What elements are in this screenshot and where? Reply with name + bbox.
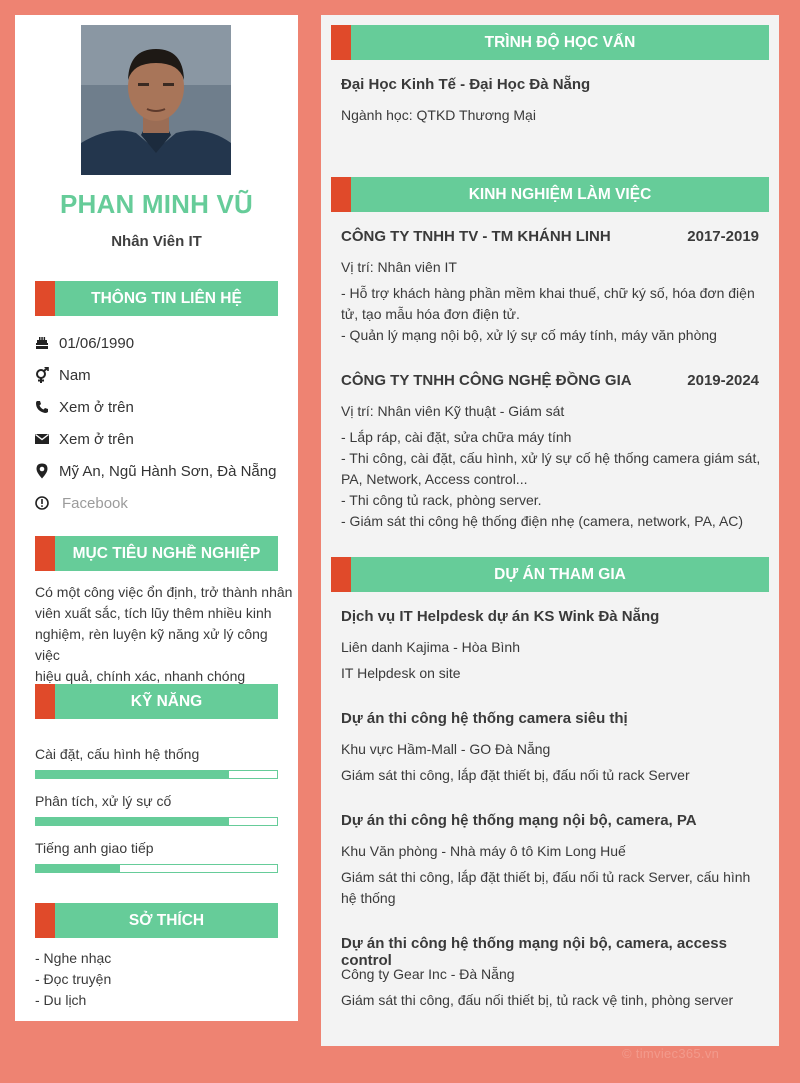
section-marker [331, 25, 351, 60]
contact-section-header [35, 281, 278, 316]
job-duty-line: - Giám sát thi công hệ thống điện nhẹ (camera, network, PA, AC) [341, 513, 744, 529]
hobby-item: - Đọc truyện [35, 971, 112, 987]
education-heading: TRÌNH ĐỘ HỌC VẤN [351, 25, 769, 60]
hobbies-heading: SỞ THÍCH [55, 903, 278, 938]
skill-progress-fill [36, 865, 120, 872]
address-value: Mỹ An, Ngũ Hành Sơn, Đà Nẵng [59, 462, 277, 480]
facebook-row[interactable] [35, 493, 298, 513]
job-years: 2017-2019 [687, 228, 759, 245]
skill-label: Cài đặt, cấu hình hệ thống [35, 746, 200, 762]
location-pin-icon [35, 463, 49, 479]
section-marker [331, 557, 351, 592]
project-desc-line: Giám sát thi công, lắp đặt thiết bị, đấu nối tủ rack Server, cấu hình [341, 869, 751, 885]
phone-icon [35, 399, 49, 415]
info-circle-icon [35, 495, 49, 511]
objective-line: Có một công việc ổn định, trở thành nhân [35, 584, 293, 600]
facebook-link[interactable]: Facebook [62, 494, 128, 512]
profile-photo [81, 25, 231, 175]
gender-icon [35, 367, 49, 383]
skill-progress-fill [36, 818, 229, 825]
hobbies-list [35, 948, 275, 1011]
hobbies-section-header [35, 903, 278, 938]
project-title: Dự án thi công hệ thống mạng nội bộ, camera, access control [341, 935, 727, 969]
objective-section-header [35, 536, 278, 571]
project-desc: Giám sát thi công, đấu nối thiết bị, tủ rack vệ tinh, phòng server [341, 992, 734, 1008]
experience-heading: KINH NGHIỆM LÀM VIỆC [351, 177, 769, 212]
project-client: Liên danh Kajima - Hòa Bình [341, 639, 520, 655]
address-row [35, 461, 298, 481]
skill-progress-fill [36, 771, 229, 778]
job-duty-line: - Lắp ráp, cài đặt, sửa chữa máy tính [341, 429, 572, 445]
skill-progress-bar [35, 864, 278, 873]
job-years: 2019-2024 [687, 372, 759, 389]
gender-value: Nam [59, 366, 91, 384]
project-title: Dịch vụ IT Helpdesk dự án KS Wink Đà Nẵng [341, 608, 660, 625]
project-client: Công ty Gear Inc - Đà Nẵng [341, 966, 515, 982]
hobby-item: - Du lịch [35, 992, 87, 1008]
skill-progress-bar [35, 817, 278, 826]
skill-progress-bar [35, 770, 278, 779]
skill-label: Phân tích, xử lý sự cố [35, 793, 172, 809]
experience-section-header [331, 177, 769, 212]
objective-text [35, 582, 295, 687]
right-column [321, 15, 779, 1046]
school-name: Đại Học Kinh Tế - Đại Học Đà Nẵng [341, 76, 591, 93]
projects-section-header [331, 557, 769, 592]
watermark: © timviec365.vn [622, 1046, 720, 1061]
left-column [15, 15, 298, 1021]
skills-section-header [35, 684, 278, 719]
birthday-value: 01/06/1990 [59, 334, 135, 352]
hobby-item: - Nghe nhạc [35, 950, 112, 966]
section-marker [331, 177, 351, 212]
section-marker [35, 281, 55, 316]
project-title: Dự án thi công hệ thống camera siêu thị [341, 710, 628, 727]
job-duty-line: - Quản lý mạng nội bộ, xử lý sự cố máy tính, máy văn phòng [341, 327, 717, 343]
project-desc: IT Helpdesk on site [341, 665, 461, 681]
job-duty-line: - Hỗ trợ khách hàng phần mềm khai thuế, chữ ký số, hóa đơn điện [341, 285, 755, 301]
company-name: CÔNG TY TNHH CÔNG NGHỆ ĐỒNG GIA [341, 372, 632, 389]
project-title: Dự án thi công hệ thống mạng nội bộ, camera, PA [341, 812, 697, 829]
objective-line: nghiệm, rèn luyện kỹ năng xử lý công việc [35, 626, 268, 663]
gender-row [35, 365, 298, 385]
job-duties [341, 283, 771, 346]
contact-heading: THÔNG TIN LIÊN HỆ [55, 281, 278, 316]
section-marker [35, 903, 55, 938]
skills-heading: KỸ NĂNG [55, 684, 278, 719]
objective-heading: MỤC TIÊU NGHỀ NGHIỆP [55, 536, 278, 571]
job-duty-line: - Thi công, cài đặt, cấu hình, xử lý sự cố hệ thống camera giám sát, [341, 450, 761, 466]
education-section-header [331, 25, 769, 60]
email-row [35, 429, 298, 449]
birthday-cake-icon [35, 335, 49, 351]
objective-line: viên xuất sắc, tích lũy thêm nhiều kinh [35, 605, 272, 621]
project-desc-line: hệ thống [341, 890, 396, 906]
company-name: CÔNG TY TNHH TV - TM KHÁNH LINH [341, 228, 611, 245]
job-position: Vị trí: Nhân viên Kỹ thuật - Giám sát [341, 403, 565, 419]
project-client: Khu Văn phòng - Nhà máy ô tô Kim Long Huế [341, 843, 626, 859]
section-marker [35, 536, 55, 571]
phone-value: Xem ở trên [59, 398, 134, 416]
section-marker [35, 684, 55, 719]
major: Ngành học: QTKD Thương Mại [341, 107, 536, 123]
birthday-row [35, 333, 298, 353]
candidate-title: Nhân Viên IT [111, 233, 202, 250]
job-duty-line: PA, Network, Access control... [341, 471, 528, 487]
project-desc: Giám sát thi công, lắp đặt thiết bị, đấu nối tủ rack Server [341, 767, 690, 783]
job-duty-line: - Thi công tủ rack, phòng server. [341, 492, 542, 508]
skill-label: Tiếng anh giao tiếp [35, 840, 154, 856]
job-duties [341, 427, 771, 532]
projects-heading: DỰ ÁN THAM GIA [351, 557, 769, 592]
email-value: Xem ở trên [59, 430, 134, 448]
project-desc [341, 867, 771, 909]
project-client: Khu vực Hầm-Mall - GO Đà Nẵng [341, 741, 551, 757]
objective-line: hiệu quả, chính xác, nhanh chóng [35, 668, 246, 684]
phone-row [35, 397, 298, 417]
candidate-name: PHAN MINH VŨ [59, 189, 254, 219]
job-duty-line: tử, tạo mẫu hóa đơn điện tử. [341, 306, 520, 322]
envelope-icon [35, 431, 49, 447]
job-position: Vị trí: Nhân viên IT [341, 259, 457, 275]
